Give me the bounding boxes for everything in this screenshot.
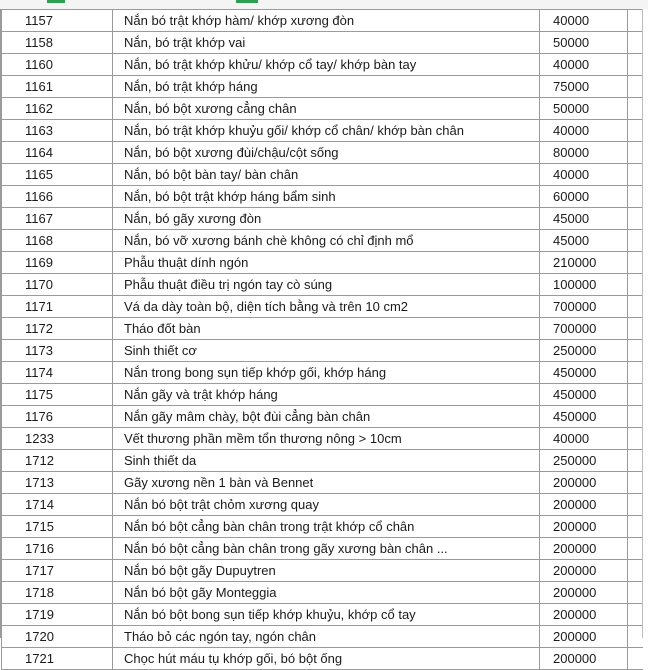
row-price-cell: 200000 (540, 560, 628, 582)
row-code-cell: 1171 (2, 296, 113, 318)
row-name-cell: Nắn, bó bột xương cẳng chân (113, 98, 540, 120)
row-code-cell: 1167 (2, 208, 113, 230)
row-code-cell: 1165 (2, 164, 113, 186)
row-name-cell: Nắn, bó trật khớp khuỷu gối/ khớp cổ chân/ khớp bàn chân (113, 120, 540, 142)
table-row (2, 472, 644, 494)
row-extra-cell (628, 428, 644, 450)
table-row (2, 384, 644, 406)
row-extra-cell (628, 626, 644, 648)
row-price-cell: 250000 (540, 450, 628, 472)
row-code-cell: 1721 (2, 648, 113, 670)
row-price-cell: 60000 (540, 186, 628, 208)
row-code-cell: 1176 (2, 406, 113, 428)
price-table-body (2, 10, 644, 670)
row-price-cell: 200000 (540, 494, 628, 516)
table-row (2, 274, 644, 296)
row-extra-cell (628, 472, 644, 494)
table-row (2, 648, 644, 670)
row-name-cell: Vá da dày toàn bộ, diện tích bằng và trên 10 cm2 (113, 296, 540, 318)
row-name-cell: Nắn, bó gãy xương đòn (113, 208, 540, 230)
table-row (2, 252, 644, 274)
table-row (2, 98, 644, 120)
table-row (2, 296, 644, 318)
row-extra-cell (628, 230, 644, 252)
row-name-cell: Nắn, bó vỡ xương bánh chè không có chỉ định mổ (113, 230, 540, 252)
row-name-cell: Nắn bó bột cẳng bàn chân trong gãy xương bàn chân ... (113, 538, 540, 560)
row-extra-cell (628, 406, 644, 428)
table-row (2, 340, 644, 362)
row-extra-cell (628, 450, 644, 472)
row-code-cell: 1719 (2, 604, 113, 626)
row-price-cell: 450000 (540, 384, 628, 406)
row-name-cell: Chọc hút máu tụ khớp gối, bó bột ống (113, 648, 540, 670)
row-price-cell: 50000 (540, 32, 628, 54)
row-code-cell: 1713 (2, 472, 113, 494)
green-marker (47, 0, 65, 3)
row-extra-cell (628, 186, 644, 208)
row-extra-cell (628, 98, 644, 120)
row-code-cell: 1170 (2, 274, 113, 296)
row-name-cell: Nắn gãy và trật khớp háng (113, 384, 540, 406)
row-name-cell: Nắn bó bột cẳng bàn chân trong trật khớp cổ chân (113, 516, 540, 538)
row-name-cell: Sinh thiết da (113, 450, 540, 472)
row-code-cell: 1233 (2, 428, 113, 450)
row-price-cell: 200000 (540, 582, 628, 604)
row-price-cell: 200000 (540, 626, 628, 648)
table-row (2, 10, 644, 32)
row-name-cell: Phẫu thuật điều trị ngón tay cò súng (113, 274, 540, 296)
row-price-cell: 40000 (540, 120, 628, 142)
table-row (2, 54, 644, 76)
row-price-cell: 40000 (540, 164, 628, 186)
green-marker (236, 0, 258, 3)
row-price-cell: 700000 (540, 296, 628, 318)
row-code-cell: 1720 (2, 626, 113, 648)
table-row (2, 164, 644, 186)
row-price-cell: 75000 (540, 76, 628, 98)
row-name-cell: Nắn bó bột gãy Dupuytren (113, 560, 540, 582)
row-code-cell: 1712 (2, 450, 113, 472)
row-name-cell: Nắn bó trật khớp hàm/ khớp xương đòn (113, 10, 540, 32)
row-name-cell: Tháo đốt bàn (113, 318, 540, 340)
row-extra-cell (628, 164, 644, 186)
row-code-cell: 1172 (2, 318, 113, 340)
row-price-cell: 450000 (540, 362, 628, 384)
row-price-cell: 40000 (540, 10, 628, 32)
row-code-cell: 1174 (2, 362, 113, 384)
row-extra-cell (628, 274, 644, 296)
row-code-cell: 1715 (2, 516, 113, 538)
row-extra-cell (628, 604, 644, 626)
row-extra-cell (628, 582, 644, 604)
row-price-cell: 250000 (540, 340, 628, 362)
table-row (2, 406, 644, 428)
row-name-cell: Sinh thiết cơ (113, 340, 540, 362)
row-price-cell: 40000 (540, 428, 628, 450)
row-code-cell: 1718 (2, 582, 113, 604)
price-table (1, 9, 643, 670)
row-extra-cell (628, 340, 644, 362)
row-name-cell: Nắn, bó bột trật khớp háng bẩm sinh (113, 186, 540, 208)
table-row (2, 362, 644, 384)
row-extra-cell (628, 252, 644, 274)
row-name-cell: Nắn, bó trật khớp vai (113, 32, 540, 54)
table-row (2, 318, 644, 340)
row-name-cell: Nắn, bó bột xương đùi/chậu/cột sống (113, 142, 540, 164)
row-extra-cell (628, 538, 644, 560)
table-row (2, 32, 644, 54)
table-row (2, 494, 644, 516)
price-table-container (0, 9, 643, 666)
row-code-cell: 1169 (2, 252, 113, 274)
row-extra-cell (628, 516, 644, 538)
row-code-cell: 1168 (2, 230, 113, 252)
row-code-cell: 1716 (2, 538, 113, 560)
row-name-cell: Gãy xương nền 1 bàn và Bennet (113, 472, 540, 494)
row-price-cell: 45000 (540, 230, 628, 252)
row-price-cell: 700000 (540, 318, 628, 340)
row-extra-cell (628, 10, 644, 32)
row-price-cell: 200000 (540, 648, 628, 670)
row-code-cell: 1157 (2, 10, 113, 32)
table-row (2, 208, 644, 230)
row-name-cell: Nắn bó bột bong sụn tiếp khớp khuỷu, khớp cổ tay (113, 604, 540, 626)
table-row (2, 76, 644, 98)
row-price-cell: 210000 (540, 252, 628, 274)
row-code-cell: 1163 (2, 120, 113, 142)
row-price-cell: 50000 (540, 98, 628, 120)
table-row (2, 516, 644, 538)
table-row (2, 626, 644, 648)
right-panel-edge (642, 9, 649, 638)
row-extra-cell (628, 120, 644, 142)
row-name-cell: Nắn, bó bột bàn tay/ bàn chân (113, 164, 540, 186)
row-price-cell: 100000 (540, 274, 628, 296)
table-row (2, 142, 644, 164)
row-code-cell: 1162 (2, 98, 113, 120)
row-extra-cell (628, 208, 644, 230)
row-price-cell: 80000 (540, 142, 628, 164)
row-code-cell: 1717 (2, 560, 113, 582)
table-row (2, 230, 644, 252)
row-code-cell: 1714 (2, 494, 113, 516)
row-extra-cell (628, 362, 644, 384)
table-row (2, 560, 644, 582)
row-name-cell: Nắn gãy mâm chày, bột đùi cẳng bàn chân (113, 406, 540, 428)
row-code-cell: 1160 (2, 54, 113, 76)
row-code-cell: 1164 (2, 142, 113, 164)
row-name-cell: Tháo bỏ các ngón tay, ngón chân (113, 626, 540, 648)
row-extra-cell (628, 76, 644, 98)
row-extra-cell (628, 648, 644, 670)
row-name-cell: Nắn, bó trật khớp khửu/ khớp cổ tay/ khớp bàn tay (113, 54, 540, 76)
row-extra-cell (628, 494, 644, 516)
row-extra-cell (628, 32, 644, 54)
row-code-cell: 1175 (2, 384, 113, 406)
row-extra-cell (628, 142, 644, 164)
table-row (2, 450, 644, 472)
row-name-cell: Vết thương phần mềm tổn thương nông > 10cm (113, 428, 540, 450)
row-code-cell: 1158 (2, 32, 113, 54)
table-row (2, 604, 644, 626)
row-name-cell: Nắn bó bột trật chỏm xương quay (113, 494, 540, 516)
row-price-cell: 450000 (540, 406, 628, 428)
row-extra-cell (628, 296, 644, 318)
row-code-cell: 1166 (2, 186, 113, 208)
row-price-cell: 200000 (540, 516, 628, 538)
row-price-cell: 45000 (540, 208, 628, 230)
row-extra-cell (628, 54, 644, 76)
row-extra-cell (628, 560, 644, 582)
row-extra-cell (628, 384, 644, 406)
table-row (2, 186, 644, 208)
row-price-cell: 200000 (540, 472, 628, 494)
table-row (2, 428, 644, 450)
row-code-cell: 1173 (2, 340, 113, 362)
row-price-cell: 40000 (540, 54, 628, 76)
row-extra-cell (628, 318, 644, 340)
table-row (2, 538, 644, 560)
row-price-cell: 200000 (540, 604, 628, 626)
table-row (2, 582, 644, 604)
row-code-cell: 1161 (2, 76, 113, 98)
row-name-cell: Phẫu thuật dính ngón (113, 252, 540, 274)
row-name-cell: Nắn, bó trật khớp háng (113, 76, 540, 98)
row-price-cell: 200000 (540, 538, 628, 560)
table-row (2, 120, 644, 142)
row-name-cell: Nắn bó bột gãy Monteggia (113, 582, 540, 604)
row-name-cell: Nắn trong bong sụn tiếp khớp gối, khớp háng (113, 362, 540, 384)
